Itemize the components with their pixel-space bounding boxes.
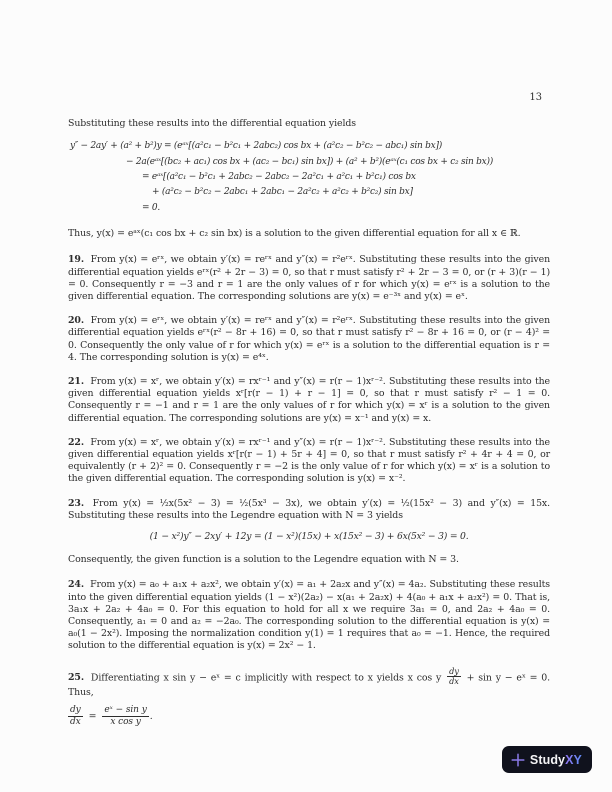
problem-25-result bbox=[68, 706, 550, 727]
fraction-denominator: x cos y bbox=[110, 716, 141, 727]
page-number: 13 bbox=[529, 92, 542, 103]
fraction-numerator: dy bbox=[68, 706, 83, 717]
fraction-dy-dx bbox=[447, 667, 461, 687]
problem-20-number: 20. bbox=[68, 315, 85, 327]
equation-line: y″ − 2ay′ + (a² + b²)y = (eᵃˣ[(a²c₁ − b²c₁ + 2abc₂) cos bx + (a²c₂ − b²c₂ − abc₁) sin bx]) bbox=[70, 141, 443, 152]
problem-25-number: 25. bbox=[68, 671, 85, 683]
problem-24-text: From y(x) = a₀ + a₁x + a₂x², we obtain y′(x) = a₁ + 2a₂x and y″(x) = 4a₂. Substituting these results into the given differential equation yields (1 − x²)(2a₂) − x(a₁ + 2a₂x) + 4(a₀ + a₁x + a₂x²) = 0. That is, 3a₁x + 2a₂ + 4a₀ = 0. For this equation to hold for all x we require 3a₁ = 0, and 2a₂ + 4a₀ = 0. Consequently, a₁ = 0 and a₂ = −2a₀. The corresponding solution to the differential equation is y(x) = a₀(1 − 2x²). Imposing the normalization condition y(1) = 1 requires that a₀ = −1. Hence, the required solution to the differential equation is y(x) = 2x² − 1. bbox=[68, 579, 550, 652]
conclusion-paragraph: Thus, y(x) = eᵃˣ(c₁ cos bx + c₂ sin bx) is a solution to the given differential equation for all x ∈ ℝ. bbox=[68, 228, 521, 240]
brand-text bbox=[530, 753, 582, 767]
problem-19-number: 19. bbox=[68, 254, 85, 266]
equation-line: = 0. bbox=[142, 202, 160, 213]
equation-line: = eᵃˣ[(a²c₁ − b²c₁ + 2abc₂ − 2abc₂ − 2a²c₁ + a²c₁ + b²c₁) cos bx bbox=[142, 172, 416, 183]
problem-23-conclusion: Consequently, the given function is a solution to the Legendre equation with N = 3. bbox=[68, 554, 459, 566]
problem-23 bbox=[68, 498, 550, 522]
brand-study: Study bbox=[529, 752, 566, 767]
fraction-denominator: dx bbox=[449, 676, 459, 687]
fraction-numerator: dy bbox=[449, 665, 459, 676]
brand-xy: XY bbox=[565, 752, 582, 767]
problem-25-text-part2: + sin y − eˣ = 0. Thus, bbox=[68, 671, 551, 699]
problem-25-text-part1: Differentiating x sin y − eˣ = c implicitly with respect to x yields x cos y bbox=[90, 671, 442, 683]
problem-20-text: From y(x) = eʳˣ, we obtain y′(x) = reʳˣ and y″(x) = r²eʳˣ. Substituting these results into the given differential equation yields eʳˣ(r² − 8r + 16) = 0, so that r must satisfy r² − 8r + 16 = 0, or (r − 4)² = 0. Consequently the only value of r for which y(x) = eʳˣ is a solution to the differential equation is r = 4. The corresponding solution is y(x) = e⁴ˣ. bbox=[68, 315, 551, 363]
derivation-equation bbox=[68, 139, 550, 216]
intro-paragraph: Substituting these results into the differential equation yields bbox=[68, 118, 356, 129]
fraction-denominator: dx bbox=[70, 716, 81, 727]
fraction-dy-dx bbox=[68, 706, 83, 727]
problem-23-number: 23. bbox=[68, 497, 85, 509]
fraction-result bbox=[102, 706, 148, 727]
problem-19 bbox=[68, 254, 550, 303]
problem-23-text: From y(x) = ½x(5x² − 3) = ½(5x³ − 3x), we obtain y′(x) = ½(15x² − 3) and y″(x) = 15x. Substituting these results into the Legendre equation with N = 3 yields bbox=[68, 497, 550, 521]
problem-21 bbox=[68, 376, 550, 425]
problem-20 bbox=[68, 315, 550, 364]
period: . bbox=[149, 711, 153, 723]
problem-24 bbox=[68, 579, 550, 652]
equals-sign: = bbox=[88, 711, 97, 723]
legendre-equation: (1 − x²)y″ − 2xy′ + 12y = (1 − x²)(15x) + x(15x² − 3) + 6x(5x² − 3) = 0. bbox=[149, 531, 469, 543]
problem-25 bbox=[68, 667, 550, 701]
fraction-numerator: eˣ − sin y bbox=[102, 706, 148, 717]
problem-24-number: 24. bbox=[68, 579, 85, 591]
problem-19-text: From y(x) = eʳˣ, we obtain y′(x) = reʳˣ and y″(x) = r²eʳˣ. Substituting these results into the given differential equation yields eʳˣ(r² + 2r − 3) = 0, so that r must satisfy r² + 2r − 3 = 0, or (r + 3)(r − 1) = 0. Consequently r = −3 and r = 1 are the only values of r for which y(x) = eʳˣ is a solution to the given differential equation. The corresponding solutions are y(x) = e⁻³ˣ and y(x) = eˣ. bbox=[68, 254, 551, 303]
equation-line: + (a²c₂ − b²c₂ − 2abc₁ + 2abc₁ − 2a²c₂ + a²c₂ + b²c₂) sin bx] bbox=[152, 187, 413, 198]
problem-22 bbox=[68, 437, 550, 486]
plus-icon bbox=[511, 753, 525, 767]
page-content bbox=[68, 118, 550, 728]
problem-22-text: From y(x) = xʳ, we obtain y′(x) = rxʳ⁻¹ and y″(x) = r(r − 1)xʳ⁻². Substituting these results into the given differential equation yields xʳ[r(r − 1) + 5r + 4] = 0, so that r must satisfy r² + 4r + 4 = 0, or equivalently (r + 2)² = 0. Consequently r = −2 is the only value of r for which y(x) = xʳ is a solution to the given differential equation. The corresponding solution is y(x) = x⁻². bbox=[68, 436, 550, 485]
problem-21-text: From y(x) = xʳ, we obtain y′(x) = rxʳ⁻¹ and y″(x) = r(r − 1)xʳ⁻². Substituting these results into the given differential equation yields xʳ[r(r − 1) + r − 1] = 0, so that r must satisfy r² − 1 = 0. Consequently r = −1 and r = 1 are the only values of r for which y(x) = xʳ is a solution to the given differential equation. The corresponding solutions are y(x) = x⁻¹ and y(x) = x. bbox=[68, 376, 550, 424]
problem-22-number: 22. bbox=[68, 436, 85, 448]
equation-line: − 2a(eᵃˣ[(bc₂ + ac₁) cos bx + (ac₂ − bc₁) sin bx]) + (a² + b²)(eᵃˣ(c₁ cos bx + c₂ sin bx)) bbox=[126, 156, 493, 167]
studyxy-logo bbox=[502, 746, 592, 773]
problem-21-number: 21. bbox=[68, 376, 85, 388]
